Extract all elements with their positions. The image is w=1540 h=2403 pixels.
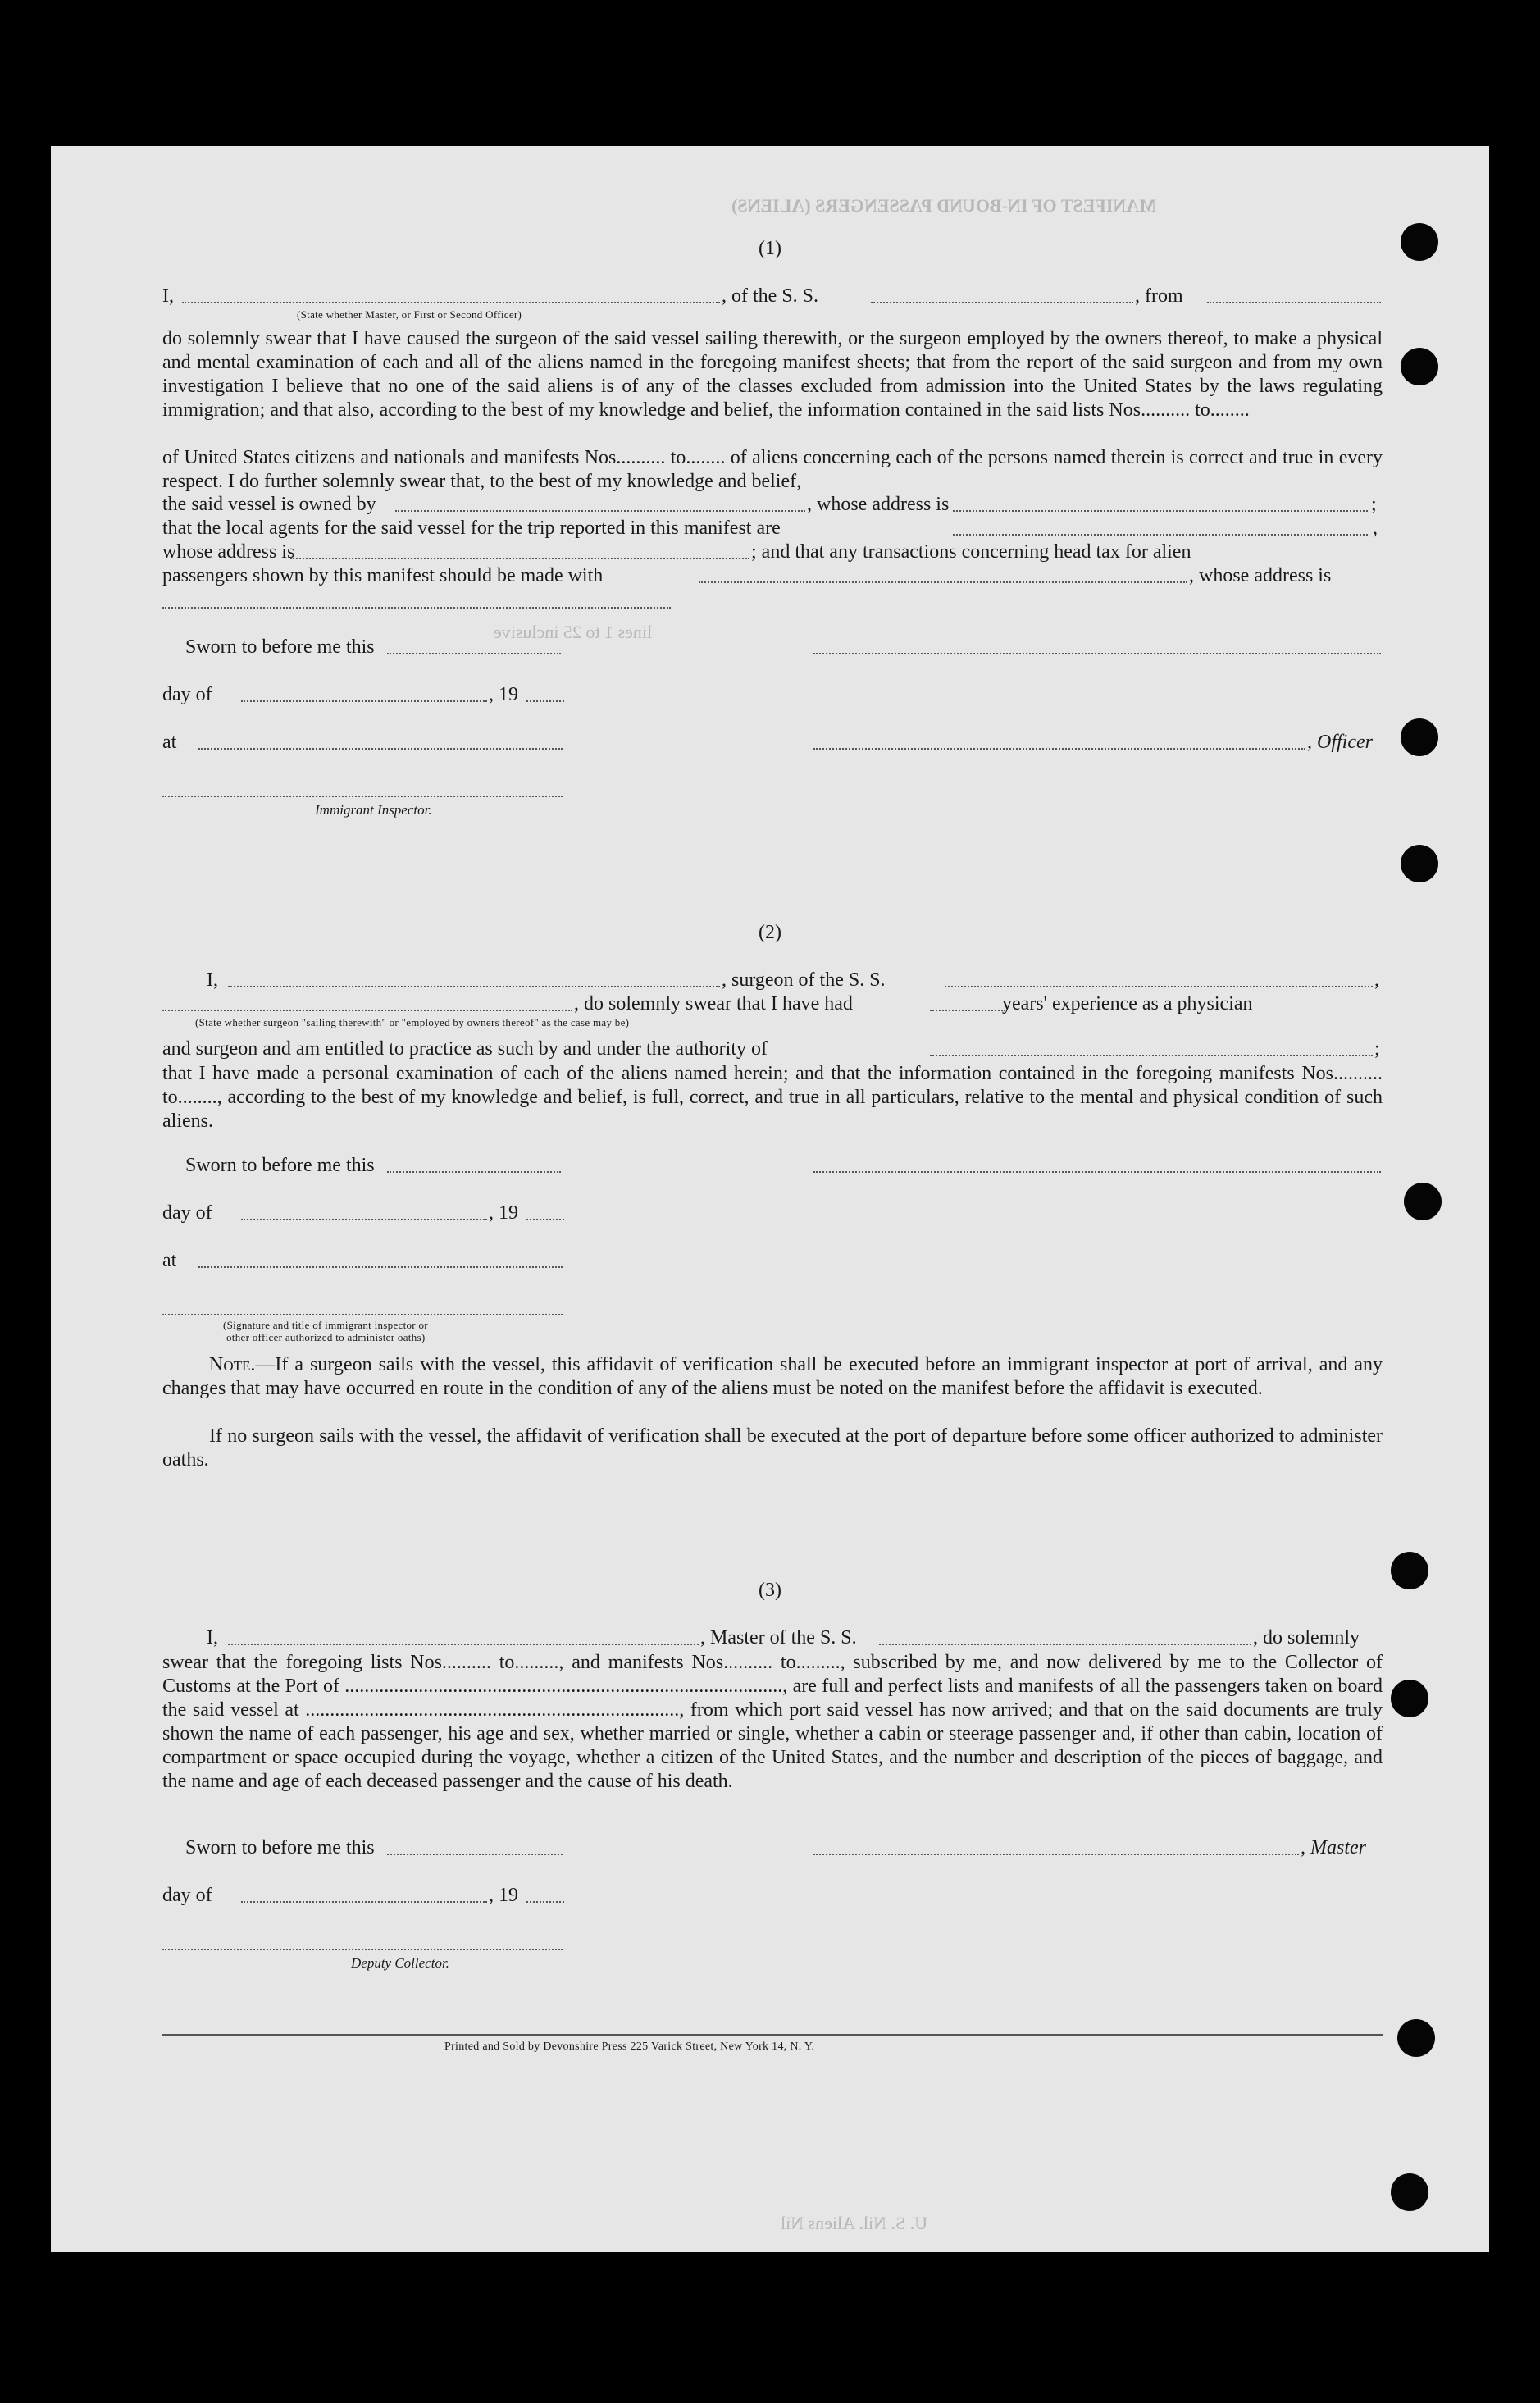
s2-status-blank [162,995,572,1011]
s1-agents-blank [953,519,1368,536]
s1-pass-label: passengers shown by this manifest should be made with [162,565,604,586]
s3-sworn-blank [387,1839,563,1855]
punch-hole [1391,1680,1428,1717]
s1-owned-label: the said vessel is owned by [162,494,376,515]
s2-year: , 19 [489,1202,518,1224]
s2-name-blank [228,971,720,987]
s1-vessel-blank [871,287,1133,303]
s1-body-b: of United States citizens and nationals and manifests Nos.......... to........ of aliens concerning each of the persons named therein is correct and true in every respect. I do further solemnly swear that, to the best of my knowledge and belief, [162,447,1383,492]
s2-sworn-blank [387,1156,561,1173]
s1-address-blank [162,592,671,609]
section-3-number: (3) [759,1580,781,1601]
s1-pass-address: , whose address is [1189,565,1332,586]
punch-hole [1391,1552,1428,1589]
s1-owned-address: , whose address is [807,494,950,515]
s3-line1-end: , do solemnly [1253,1627,1360,1648]
s2-note-label: Note. [209,1354,256,1375]
s3-vessel-blank [879,1629,1251,1645]
s1-officer-blank [813,733,1305,750]
s3-deputy-caption: Deputy Collector. [351,1955,449,1971]
s1-signature-blank [813,638,1381,654]
s2-at: at [162,1250,177,1271]
punch-hole [1397,2019,1435,2057]
s1-from-blank [1207,287,1381,303]
s1-officer: , Officer [1307,732,1373,753]
s2-sig-note-1: (Signature and title of immigrant inspector or [223,1319,428,1331]
s3-day-of: day of [162,1885,212,1906]
s2-years-blank [930,995,1005,1011]
s1-agents-address-blank [290,543,749,559]
s2-line1-end: , [1374,969,1379,991]
s2-status-note: (State whether surgeon "sailing therewith" or "employed by owners thereof" as the case may be) [195,1016,630,1028]
punch-hole [1401,718,1438,756]
s2-note-1-text: —If a surgeon sails with the vessel, this affidavit of verification shall be executed before an immigrant inspector at port of arrival, and any changes that may have occurred en route in the condition of any of the aliens must be noted on the manifest before the affidavit is executed. [162,1354,1383,1399]
s1-inspector-blank [162,781,563,797]
s2-day-blank [241,1204,487,1220]
s2-inspector-blank [162,1299,563,1315]
s2-year-blank [526,1204,564,1220]
s2-sworn: Sworn to before me this [185,1155,375,1176]
affidavit-sheet [51,146,1489,2252]
s1-line1-ss: , of the S. S. [722,285,819,307]
s3-year: , 19 [489,1885,518,1906]
s2-auth-end: ; [1374,1038,1380,1060]
s2-vessel-blank [945,971,1373,987]
section-1-number: (1) [759,238,781,259]
s2-sig-note-2: other officer authorized to administer oaths) [226,1331,426,1343]
s3-body: swear that the foregoing lists Nos.......... to........., and manifests Nos.......... to........., subscribed by me, and now delivered by me to the Collector of Customs at the Port of ........................................................................................., are full and perfect lists and manifests of all the passengers taken on board the said vessel at ............................................................................, from which port said vessel has now arrived; and that on the said documents are truly shown the name of each passenger, his age and sex, whether married or single, whether a cabin or steerage passenger and, if other than cabin, location of compartment or space occupied during the voyage, whether a citizen of the United States, and the number and description of the pieces of baggage, and the name and age of each deceased passenger and the cause of his death. [162,1652,1383,1792]
s2-line2-swear: , do solemnly swear that I have had [574,993,853,1015]
s3-master: , Master [1301,1837,1366,1858]
s2-note-1 [162,1353,1383,1401]
s3-line1-i: I, [207,1627,218,1648]
s1-day-blank [241,686,487,702]
s1-inspector-caption: Immigrant Inspector. [315,802,432,818]
s1-owner-address-blank [953,495,1368,512]
s3-sworn: Sworn to before me this [185,1837,375,1858]
s3-day-blank [241,1886,487,1903]
s1-agents-end: , [1373,518,1378,539]
s3-master-blank [813,1839,1299,1855]
s1-at-blank [198,733,563,750]
s3-name-blank [228,1629,699,1645]
s1-sworn: Sworn to before me this [185,636,375,658]
punch-hole [1401,348,1438,385]
s1-name-blank [182,287,720,303]
s2-line1-i: I, [207,969,218,991]
s1-whose-label: whose address is [162,541,295,563]
printer-imprint: Printed and Sold by Devonshire Press 225 Varick Street, New York 14, N. Y. [444,2040,815,2053]
punch-hole [1391,2173,1428,2211]
punch-hole [1404,1183,1442,1220]
s1-officer-note: (State whether Master, or First or Second Officer) [297,308,522,321]
s2-line2-years: years' experience as a physician [1002,993,1253,1015]
s3-collector-blank [162,1934,563,1950]
s1-head-tax: ; and that any transactions concerning head tax for alien [751,541,1191,563]
punch-hole [1401,845,1438,882]
bleed-through-bottom: U. S. Nil. Aliens Nil [781,2213,928,2233]
section-2-number: (2) [759,922,781,943]
s2-note-2: If no surgeon sails with the vessel, the affidavit of verification shall be executed at the port of departure before some officer authorized to administer oaths. [162,1425,1383,1471]
s1-head-tax-blank [699,567,1187,583]
s1-line1-i: I, [162,285,174,307]
s2-day-of: day of [162,1202,212,1224]
s1-at: at [162,732,177,753]
s1-line1-from: , from [1135,285,1183,307]
s2-body: that I have made a personal examination of each of the aliens named herein; and that the information contained in the foregoing manifests Nos.......... to........, according to the best of my knowledge and belief, is full, correct, and true in all particulars, relative to the mental and physical condition of such aliens. [162,1063,1383,1132]
s1-owner-blank [395,495,805,512]
punch-hole [1401,223,1438,261]
s1-year: , 19 [489,684,518,705]
s2-line1-ss: , surgeon of the S. S. [722,969,886,991]
s2-auth-label: and surgeon and am entitled to practice as such by and under the authority of [162,1038,768,1060]
s1-sworn-blank [387,638,561,654]
s2-auth-blank [930,1040,1373,1056]
s2-signature-blank [813,1156,1381,1173]
bleed-through-lines: lines 1 to 25 inclusive [494,622,653,642]
s3-line1-ss: , Master of the S. S. [700,1627,857,1648]
s1-day-of: day of [162,684,212,705]
s2-at-blank [198,1252,563,1268]
bleed-through-title: MANIFEST OF IN-BOUND PASSENGERS (ALIENS) [731,195,1156,216]
s1-owned-end: ; [1371,494,1377,515]
footer-rule [162,2034,1383,2036]
s1-year-blank [526,686,564,702]
s3-year-blank [526,1886,564,1903]
s1-agents-label: that the local agents for the said vessel for the trip reported in this manifest are [162,518,781,539]
s1-body-a: do solemnly swear that I have caused the surgeon of the said vessel sailing therewith, or the surgeon employed by the owners thereof, to make a physical and mental examination of each and all of the aliens named in the foregoing manifest sheets; that from the report of the said surgeon and from my own investigation I believe that no one of the said aliens is of any of the classes excluded from admission into the United States by the laws regulating immigration; and that also, according to the best of my knowledge and belief, the information contained in the said lists Nos.......... to........ [162,328,1383,421]
